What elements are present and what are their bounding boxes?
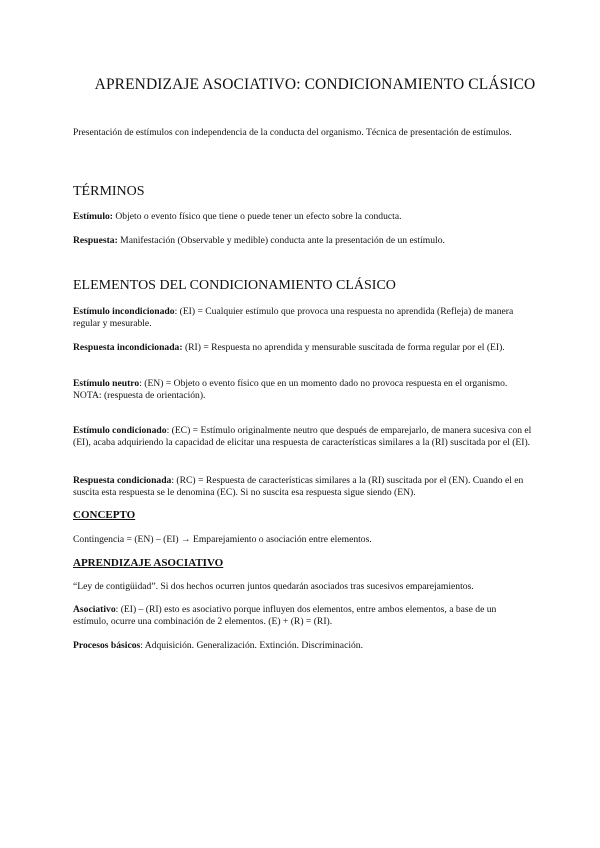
concepto-text: Contingencia = (EN) – (EI) → Emparejamiento o asociación entre elementos. (73, 534, 372, 545)
term-label: Estímulo: (73, 211, 113, 222)
intro-paragraph: Presentación de estímulos con independencia de la conducta del organismo. Técnica de presentación de estímulos. (73, 127, 512, 138)
terminos-heading: TÉRMINOS (73, 184, 145, 199)
document-title: APRENDIZAJE ASOCIATIVO: CONDICIONAMIENTO CLÁSICO (94, 76, 536, 93)
term-label: Asociativo (73, 604, 116, 615)
term-definition: : Adquisición. Generalización. Extinción. Discriminación. (140, 640, 363, 651)
term-definition: : (EN) = Objeto o evento físico que en un momento dado no provoca respuesta en el organismo. (139, 378, 508, 389)
element-estimulo-incondicionado (73, 306, 533, 331)
element-estimulo-neutro (73, 378, 533, 403)
term-definition: (RI) = Respuesta no aprendida y mensurable suscitada de forma regular por el (EI). (182, 342, 505, 353)
term-label: Respuesta: (73, 235, 118, 246)
term-respuesta (73, 235, 533, 247)
term-label: Respuesta incondicionada: (73, 342, 183, 353)
term-label: Estímulo condicionado (73, 425, 167, 436)
ley-contiguidad: “Ley de contigüidad”. Si dos hechos ocurren juntos quedarán asociados tras sucesivos emparejamientos. (73, 581, 474, 592)
element-respuesta-condicionada (73, 475, 533, 500)
aprendizaje-heading: APRENDIZAJE ASOCIATIVO (73, 557, 224, 569)
term-label: Respuesta condicionada (73, 475, 172, 486)
procesos-basicos (73, 640, 533, 652)
element-respuesta-incondicionada (73, 342, 533, 354)
term-label: Estímulo neutro (73, 378, 140, 389)
term-definition: : (RC) = Respuesta de características similares a la (RI) suscitada por el (EN). Cuando el en suscita esta respuesta se le denomina (EC). Si no suscita esa respuesta sigue siendo (EN). (73, 475, 524, 499)
term-definition: : (EC) = Estímulo originalmente neutro que después de emparejarlo, de manera sucesiva con el (EI), acaba adquiriendo la capacidad de elicitar una respuesta de características similares a la (RI) suscitada por el (EI). (73, 425, 532, 449)
term-definition: : (EI) = Cualquier estímulo que provoca una respuesta no aprendida (Refleja) de manera regular y mesurable. (73, 306, 514, 330)
elementos-heading: ELEMENTOS DEL CONDICIONAMIENTO CLÁSICO (73, 278, 396, 293)
term-label: Procesos básicos (73, 640, 141, 651)
element-estimulo-condicionado (73, 425, 533, 450)
term-definition: Objeto o evento físico que tiene o puede tener un efecto sobre la conducta. (112, 211, 402, 222)
concepto-heading: CONCEPTO (73, 509, 136, 521)
asociativo-paragraph (73, 604, 533, 629)
term-label: Estímulo incondicionado (73, 306, 175, 317)
term-definition: : (EI) – (RI) esto es asociativo porque influyen dos elementos, entre ambos elementos, a base de un estímulo, ocurre una combinación de 2 elementos. (E) + (R) = (RI). (73, 604, 497, 628)
term-definition: Manifestación (Observable y medible) conducta ante la presentación de un estímulo. (117, 235, 445, 246)
term-estimulo (73, 211, 533, 223)
term-note: NOTA: (respuesta de orientación). (73, 390, 206, 402)
